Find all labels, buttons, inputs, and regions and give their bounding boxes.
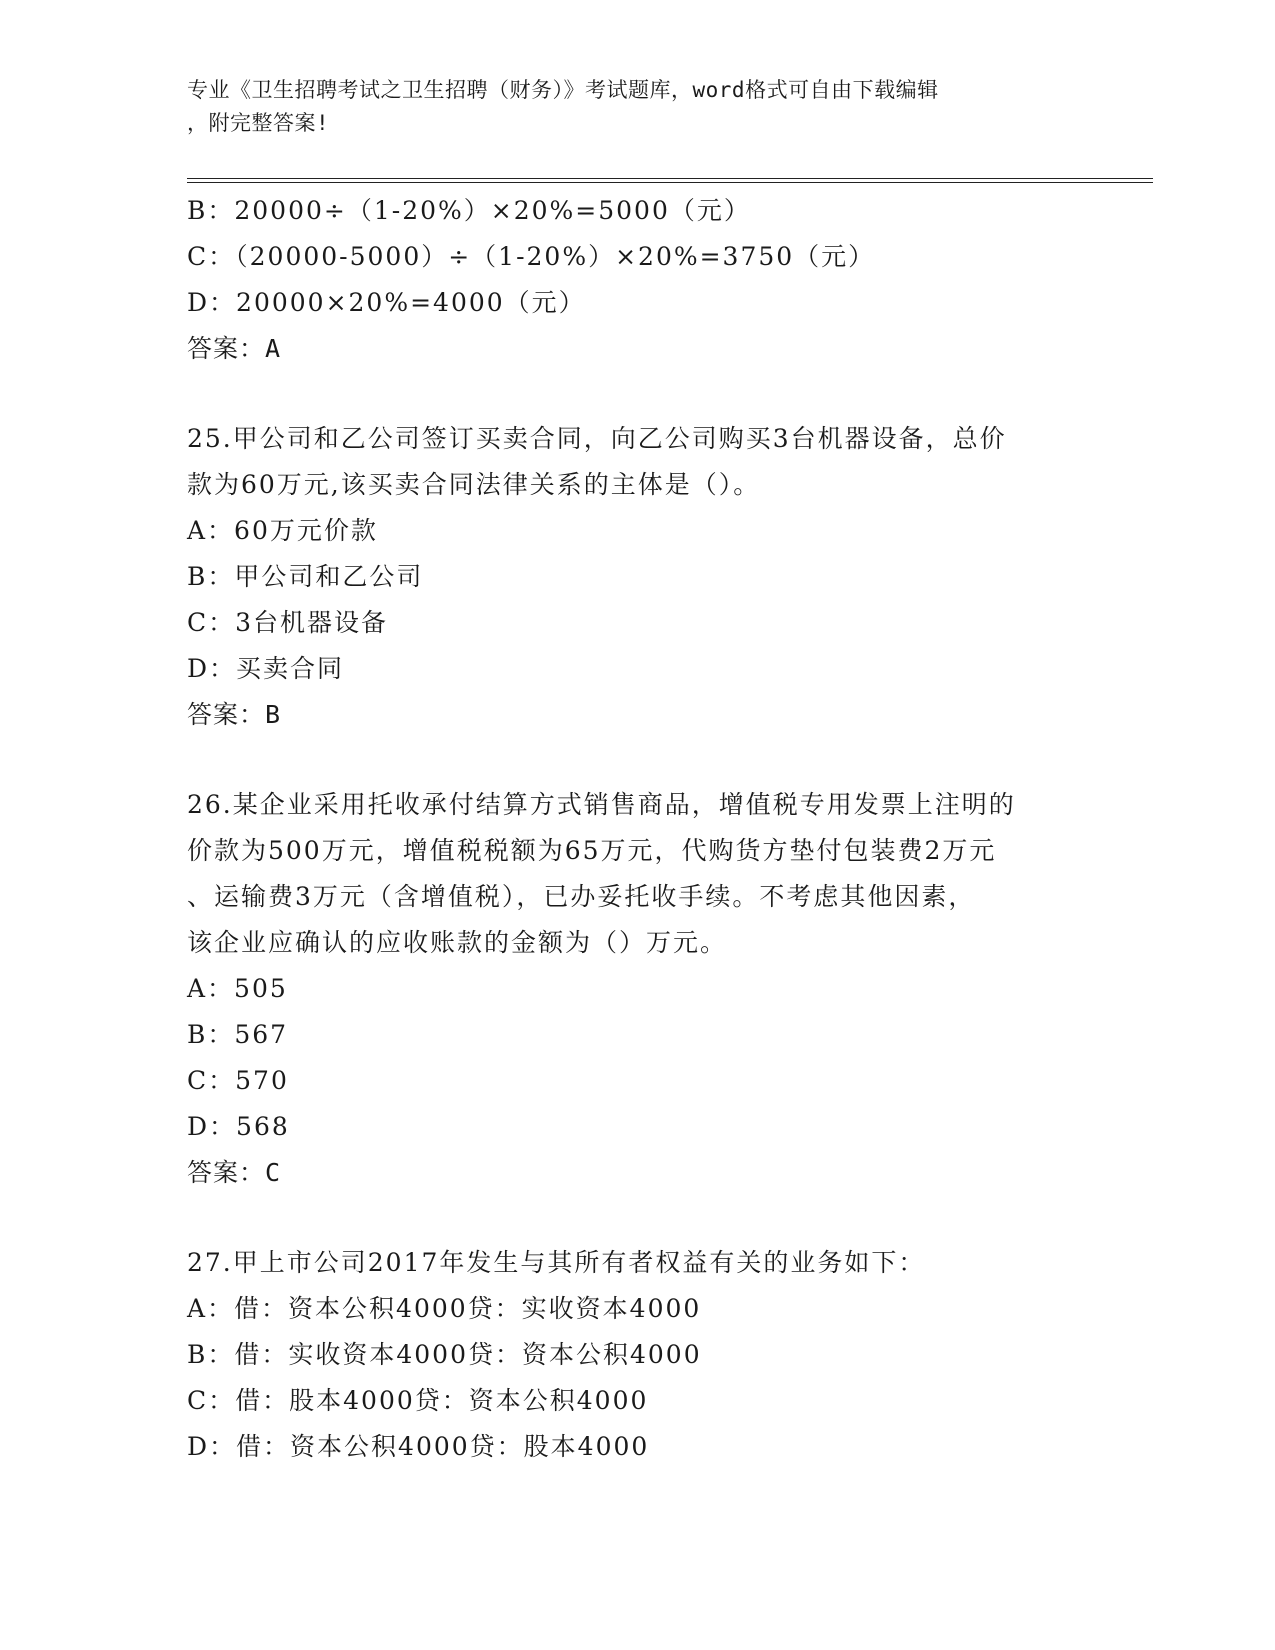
option-c: C：3台机器设备 (187, 608, 389, 637)
option-c: C：570 (187, 1066, 289, 1095)
question-stem-line: 25.甲公司和乙公司签订买卖合同，向乙公司购买3台机器设备，总价 (187, 424, 1007, 453)
question-stem-line: 、运输费3万元（含增值税），已办妥托收手续。不考虑其他因素， (187, 882, 976, 911)
question-list (187, 188, 1087, 1470)
answer-line (187, 692, 1087, 738)
question-continuation (187, 188, 1087, 372)
question-27 (187, 1240, 1087, 1470)
question-spacer (187, 372, 1087, 416)
option-d: D：20000×20%=4000（元） (187, 288, 586, 317)
option-b: B：甲公司和乙公司 (187, 562, 424, 591)
question-spacer (187, 1196, 1087, 1240)
option-d: D：借：资本公积4000贷：股本4000 (187, 1432, 650, 1461)
answer-value: A (265, 334, 282, 363)
question-stem-line: 26.某企业采用托收承付结算方式销售商品，增值税专用发票上注明的 (187, 790, 1016, 819)
question-stem-line: 27.甲上市公司2017年发生与其所有者权益有关的业务如下： (187, 1248, 926, 1277)
question-25 (187, 416, 1087, 738)
header-divider-top (187, 178, 1153, 179)
header-divider-bottom (187, 182, 1153, 183)
question-26 (187, 782, 1087, 1196)
question-spacer (187, 738, 1087, 782)
option-b: B：20000÷（1-20%）×20%=5000（元） (187, 196, 751, 225)
answer-label: 答案： (187, 334, 266, 363)
option-d: D：买卖合同 (187, 654, 345, 683)
option-c: C：借：股本4000贷：资本公积4000 (187, 1386, 649, 1415)
document-header (187, 74, 1067, 140)
answer-value: C (265, 1158, 282, 1187)
option-a: A：60万元价款 (187, 516, 378, 545)
option-b: B：借：实收资本4000贷：资本公积4000 (187, 1340, 702, 1369)
header-line-1: 专业《卫生招聘考试之卫生招聘（财务）》考试题库，word格式可自由下载编辑 (187, 78, 939, 102)
question-stem-line: 价款为500万元，增值税税额为65万元，代购货方垫付包装费2万元 (187, 836, 997, 865)
answer-line (187, 1150, 1087, 1196)
option-d: D：568 (187, 1112, 290, 1141)
option-b: B：567 (187, 1020, 289, 1049)
question-stem-line: 款为60万元,该买卖合同法律关系的主体是（）。 (187, 470, 761, 499)
question-stem-line: 该企业应确认的应收账款的金额为（）万元。 (187, 928, 728, 957)
answer-line (187, 326, 1087, 372)
header-line-2: ，附完整答案! (187, 111, 330, 135)
answer-label: 答案： (187, 700, 266, 729)
option-a: A：505 (187, 974, 288, 1003)
answer-value: B (265, 700, 282, 729)
answer-label: 答案： (187, 1158, 266, 1187)
option-c: C：（20000-5000）÷（1-20%）×20%=3750（元） (187, 242, 876, 271)
option-a: A：借：资本公积4000贷：实收资本4000 (187, 1294, 702, 1323)
